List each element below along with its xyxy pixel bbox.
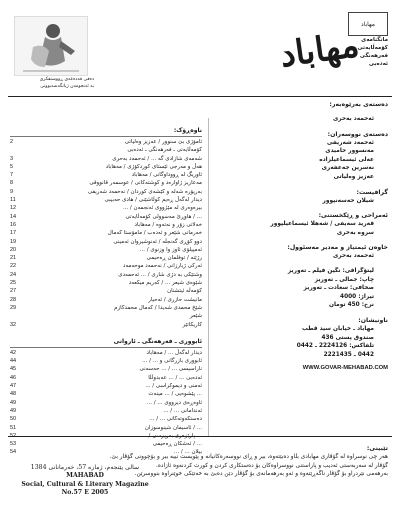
toc-title: دیدار لەگەڵ ڕەیم کوڵاشێنی / هادی حەبیبی bbox=[104, 197, 202, 204]
bottom-divider bbox=[8, 436, 392, 437]
staff-name: عەزیز وەلیاتی bbox=[333, 173, 374, 180]
toc-row bbox=[10, 188, 202, 196]
staff-name: نەسرین جەعفەری bbox=[321, 165, 374, 172]
staff-name: 0442 ـ 2221435 bbox=[323, 351, 374, 358]
toc-title: ئابووری بازرگانی و ... / ... bbox=[142, 358, 202, 365]
toc-row bbox=[10, 390, 202, 398]
toc-title: ئەرکی ژیارزانی / نەحمەد موحەمەد bbox=[123, 263, 202, 270]
staff-credits bbox=[208, 100, 388, 371]
toc-page-number: 49 bbox=[10, 407, 17, 414]
toc-row bbox=[10, 357, 202, 365]
staff-role-label: ناونیشان: bbox=[358, 316, 388, 324]
toc-title: شەمەی شازادی گە ... / ئەحمەد بەحری bbox=[112, 155, 202, 162]
toc-page-number: 54 bbox=[10, 449, 17, 456]
toc-page-number: 32 bbox=[10, 321, 17, 328]
toc-row bbox=[10, 424, 202, 432]
toc-title: هەڵ و مەرجی ئێستای کوردکۆژی / مەهاباد bbox=[105, 163, 202, 170]
toc-page-number: 8 bbox=[10, 180, 14, 187]
sketch-figure-icon bbox=[15, 17, 87, 75]
toc-page-number: 53 bbox=[10, 441, 17, 448]
website-link[interactable]: WWW.GOVAR-MEHABAD.COM bbox=[302, 365, 388, 372]
toc-page-number: 5 bbox=[10, 163, 14, 170]
toc-title: بەرپۆرە شەلە و کێشەی کوردان / نەحمەد شەریفی bbox=[87, 188, 202, 195]
staff-name: تلفاکس: 2224126 ـ 0442 bbox=[296, 343, 374, 350]
staff-name: تیراژ: 4000 bbox=[340, 293, 374, 300]
photo-caption: دەقی قەدەغەی ڕووشنفکری بە ئەنجومەن ژیانگەشەبوونی bbox=[39, 77, 94, 89]
toc-title: ... / ئەشکان ڕەحیمی bbox=[152, 441, 202, 448]
toc-page-number: 51 bbox=[10, 424, 17, 431]
toc-row bbox=[10, 365, 202, 373]
toc-heading: ناوەڕۆک: bbox=[10, 126, 202, 137]
toc-title: وشتێکی بە دژی شاری / ... ئەحمەدی bbox=[118, 271, 202, 278]
toc-page-number: 49 bbox=[10, 399, 17, 406]
toc-title: کۆمەڵایەتی ـ فەرهەنگی ـ ئەدەبی bbox=[127, 147, 202, 154]
toc-page-number: 44 bbox=[10, 358, 17, 365]
toc-row bbox=[10, 254, 202, 262]
toc-title: رژێنە / توفلمان ڕەحیمی bbox=[146, 255, 202, 262]
toc-row bbox=[10, 238, 202, 246]
staff-name: چاپ: جمالی ـ تەوریز bbox=[314, 276, 374, 283]
staff-name: صحافی: سعادت ـ تەوریز bbox=[303, 285, 374, 292]
toc-row bbox=[10, 229, 202, 237]
staff-name: ئەحمەد بەحری bbox=[332, 116, 374, 122]
magazine-subtitle-en: Social, Cultural & Literary Magazine bbox=[21, 480, 149, 488]
toc-title: خەرمانی شێعر و ئەدەب / مامۆستا کەمال bbox=[107, 230, 202, 237]
toc-page-number: 22 bbox=[10, 263, 17, 270]
toc-page-number: 28 bbox=[10, 296, 17, 303]
tagline: مانگنامەی کۆمەڵایەتی فەرهەنگی ئەدەبی bbox=[357, 37, 388, 67]
toc-page-number: 3 bbox=[10, 155, 14, 162]
toc-page-number: 11 bbox=[10, 197, 16, 204]
toc-title: کاریکاتێر bbox=[182, 321, 202, 328]
toc-title: کۆمەڵە ئیتشنان bbox=[167, 288, 202, 295]
toc-row bbox=[10, 171, 202, 179]
toc-row bbox=[10, 179, 202, 187]
staff-name: لیتۆگرافی: نگین فیلم ـ تەوریز bbox=[287, 267, 374, 274]
staff-name: صندوق پستی 436 bbox=[321, 334, 374, 341]
toc-title: ئاوەڕەی دیرووی ... / ... bbox=[146, 399, 202, 406]
toc-row bbox=[10, 312, 202, 320]
toc-row bbox=[10, 213, 202, 221]
toc-title: شێعر bbox=[190, 313, 202, 320]
staff-name: عەلی ئیسماعیلزادە bbox=[319, 156, 374, 163]
top-divider bbox=[8, 96, 392, 97]
toc-page-number: 7 bbox=[10, 172, 14, 179]
toc-row bbox=[10, 415, 202, 423]
toc-page-number: 17 bbox=[10, 230, 17, 237]
toc-page-number: 46 bbox=[10, 374, 17, 381]
toc-title: دیدار لەگەڵ ... / مەهاباد bbox=[146, 349, 202, 356]
toc-page-number: 47 bbox=[10, 383, 17, 390]
toc-row bbox=[10, 138, 202, 146]
toc-page-number: 25 bbox=[10, 280, 17, 287]
staff-name: فەرید سەیفی / شەهلا ئیسماعیلپوور bbox=[270, 221, 374, 228]
toc-section2-heading: ئابووری ـ فەرهەنگی ـ ئاروانی bbox=[10, 337, 202, 348]
toc-title: ... پارێزەری بەرپرسی / ... bbox=[141, 432, 202, 439]
toc-title: ئەمپیلۆی ئاوز وا وزنوی / ... bbox=[139, 246, 202, 253]
toc-page-number: 9 bbox=[10, 188, 14, 195]
notes-line: گۆڤار لە سەربەستی ئەدیب و پاراستنی نووسراوەکان بۆ دەستکاری کردن و کورت کردنەوە ئازادە. bbox=[155, 462, 388, 469]
toc-row bbox=[10, 279, 202, 287]
staff-name: سروە بەحری bbox=[336, 229, 374, 236]
toc-title: شێوەی شیعر ... / کەریم میکعەد bbox=[128, 280, 202, 287]
toc-page-number: 29 bbox=[10, 304, 17, 311]
toc-title: خەلاتی زۆر و نەتەوە / مەهاباد bbox=[134, 221, 202, 228]
staff-role-label: ئەمراحی و ڕێکخستنی: bbox=[318, 212, 388, 220]
toc-title: ... / ئاسیمان شینوسوزان bbox=[144, 424, 202, 431]
toc-title: ناراسیسی ... / ... حەسەنی bbox=[139, 366, 202, 373]
toc-page-number: 20 bbox=[10, 246, 17, 253]
toc-row bbox=[10, 163, 202, 171]
toc-title: ئامۆژی بێ سنوور / عەزیز وەلیاتی bbox=[124, 139, 202, 145]
toc-row bbox=[10, 155, 202, 163]
issue-number: سالی پێنجەم، ژمارە 57، خەرمانانی 1384 bbox=[30, 463, 140, 471]
toc-title: مەعاریز ژاوارەد و کوشتەکانی / عوسمەر قانووقی bbox=[89, 180, 202, 187]
toc-title: ... / هاوڕێ مەسوولی کۆمەڵایەتی bbox=[125, 213, 202, 220]
staff-name: ئەحمەد شەریفی bbox=[326, 139, 374, 146]
toc-row bbox=[10, 374, 202, 382]
notes-heading: تێبینی: bbox=[366, 445, 388, 452]
staff-name: مەنسوور حامیدی bbox=[325, 148, 374, 155]
staff-role-label: خاوەن ئیمتیاز و مەدیر مەسئوول: bbox=[287, 244, 388, 252]
toc-title: مانیشت حازری / ئەحیار bbox=[148, 296, 202, 303]
notes-line: هەر چی نوسراوە لە گۆڤاری مهابادی بڵاو دەبێتەوە، بیر و ڕای نووسەرەکانیانە و پێویست نییە بیر و بۆچوونی گۆڤار بێ. bbox=[109, 454, 388, 460]
toc-title: بیلان ... / ... bbox=[173, 449, 202, 456]
issue-info bbox=[10, 464, 160, 498]
toc-row bbox=[10, 304, 202, 312]
toc-row bbox=[10, 399, 202, 407]
toc-title: ئەندامانی ... / ... bbox=[163, 407, 202, 414]
toc-list bbox=[10, 138, 202, 329]
staff-role-label: دەستەی نووسەران: bbox=[327, 130, 388, 138]
toc-page-number: 21 bbox=[10, 255, 17, 262]
toc-page-number: 52 bbox=[10, 432, 17, 439]
toc-row bbox=[10, 271, 202, 279]
toc-row bbox=[10, 262, 202, 270]
staff-name: ئەحمەد بەحری bbox=[332, 253, 374, 260]
toc-title: ئاوریگ لە ڕووداوگانی / مەهاباد bbox=[131, 172, 202, 179]
staff-name: نرخ: 450 تومان bbox=[329, 302, 374, 309]
toc-row bbox=[10, 146, 202, 154]
toc-row bbox=[10, 382, 202, 390]
staff-name: مهاباد ـ خیابان سید قطب bbox=[302, 325, 374, 332]
toc-title: ... پێشوەیی / ... مینەت bbox=[148, 391, 202, 398]
staff-name: شیلان حەسەنپوور bbox=[322, 197, 374, 204]
toc-page-number: 50 bbox=[10, 416, 17, 423]
mahabad-logo: مهاباد bbox=[277, 24, 362, 76]
toc-title: بیرەوەری لە مێژووی ئەنجمەن / ... bbox=[122, 205, 202, 212]
toc-page-number: 45 bbox=[10, 366, 17, 373]
toc-title: ئەمنی و دیموکراسی / ... bbox=[145, 383, 202, 390]
toc-page-number: 42 bbox=[10, 349, 17, 356]
toc-title: دەستکەوتەکانی ... / ... bbox=[149, 416, 202, 423]
toc-title: شێخ محمدی شەیدا / کەمال محمدکازم bbox=[114, 304, 202, 311]
toc-title: ئەدەبی ... / ... عەبدوڵڵا bbox=[148, 374, 202, 381]
toc-row bbox=[10, 246, 202, 254]
toc-row bbox=[10, 221, 202, 229]
toc-row bbox=[10, 296, 202, 304]
staff-role-label: دەستەی بەرێوەبەر: bbox=[329, 101, 388, 108]
toc-row bbox=[10, 321, 202, 329]
toc-row bbox=[10, 349, 202, 357]
toc-page-number: 48 bbox=[10, 391, 17, 398]
magazine-name-en: MAHABAD bbox=[66, 472, 104, 480]
notes-line: بەرهەمی نێردراو بۆ گۆڤار ناگەڕێتەوە و ئەو بەرهەمانەی بۆ گۆڤار دێن دەبێ بە خەتێکی خوێنراوە بنووسرێن. bbox=[134, 471, 388, 478]
toc-page-number: 14 bbox=[10, 213, 17, 220]
toc-page-number: 27 bbox=[10, 288, 17, 295]
toc-row bbox=[10, 287, 202, 295]
toc-title: دوو کۆڕی گەنجڵە / ئەنوشیروان ئەمینی bbox=[113, 238, 202, 245]
toc-page-number: 24 bbox=[10, 271, 17, 278]
issue-number-en: No.57 E 2005 bbox=[61, 489, 109, 497]
masthead bbox=[268, 8, 388, 78]
toc-page-number: 16 bbox=[10, 221, 17, 228]
toc-page-number: 12 bbox=[10, 205, 17, 212]
cover-illustration bbox=[14, 16, 88, 76]
small-logo: مهاباد bbox=[348, 12, 388, 36]
table-of-contents bbox=[10, 122, 202, 457]
toc-page-number: 19 bbox=[10, 238, 17, 245]
toc-row bbox=[10, 204, 202, 212]
staff-role-label: گرافیست: bbox=[356, 188, 388, 196]
toc-list-2 bbox=[10, 349, 202, 457]
toc-row bbox=[10, 196, 202, 204]
toc-page-number: 2 bbox=[10, 139, 14, 145]
toc-row bbox=[10, 407, 202, 415]
